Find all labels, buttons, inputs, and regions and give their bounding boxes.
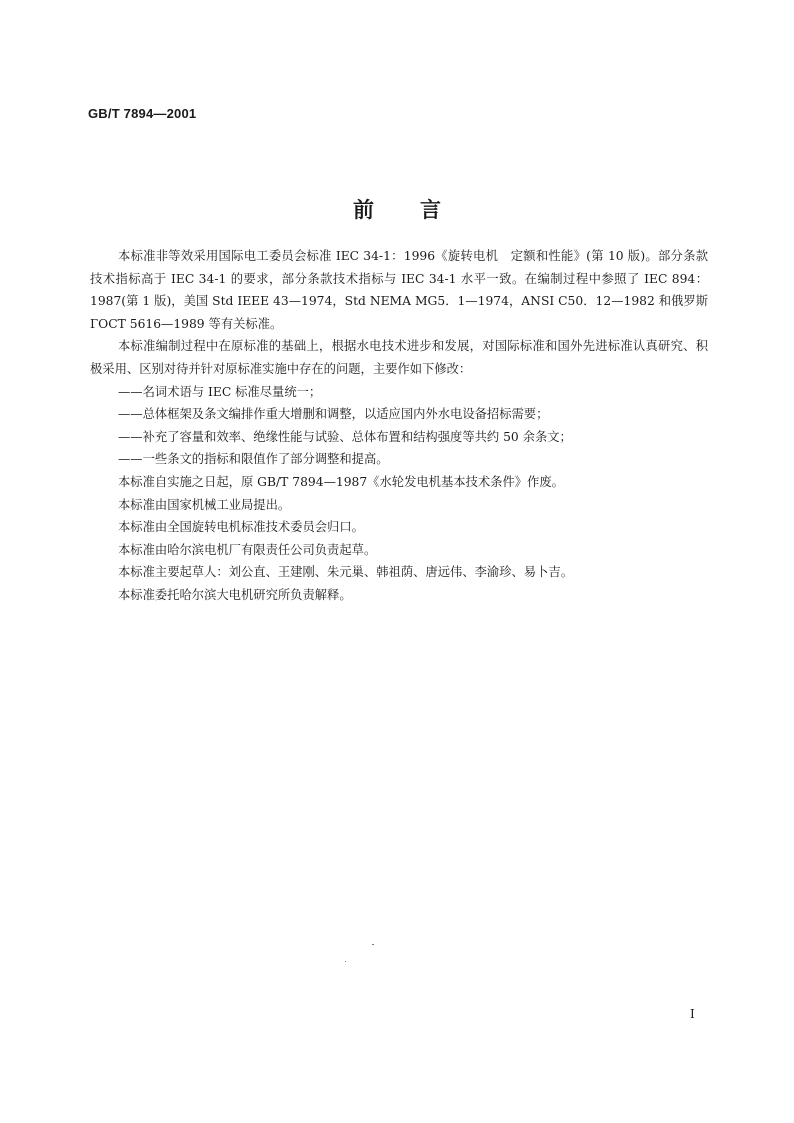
scan-speck <box>372 944 374 945</box>
modification-item: ——补充了容量和效率、绝缘性能与试验、总体布置和结构强度等共约 50 余条文； <box>118 429 572 444</box>
body-text <box>90 245 708 607</box>
paragraph: 本标准编制过程中在原标准的基础上，根据水电技术进步和发展，对国际标准和国外先进标准认真研究、积极采用、区别对待并针对原标准实施中存在的问题，主要作如下修改： <box>90 339 708 376</box>
modification-item: ——总体框架及条文编排作重大增删和调整，以适应国内外水电设备招标需要； <box>118 407 549 422</box>
scan-speck <box>345 961 346 962</box>
modification-item: ——名词术语与 IEC 标准尽量统一； <box>118 384 322 399</box>
standard-code: GB/T 7894—2001 <box>88 106 197 121</box>
statement: 本标准委托哈尔滨大电机研究所负责解释。 <box>118 587 352 602</box>
statement: 本标准自实施之日起，原 GB/T 7894—1987《水轮发电机基本技术条件》作废。 <box>118 474 564 489</box>
page-title: 前言 <box>353 198 487 222</box>
statement: 本标准由国家机械工业局提出。 <box>118 497 291 512</box>
paragraph: 本标准非等效采用国际电工委员会标准 IEC 34-1：1996《旋转电机 定额和性能》(第 10 版)。部分条款技术指标高于 IEC 34-1 的要求，部分条款技术指标与 IEC 34-1 水平一致。在编制过程中参照了 IEC 894：1987(第 1 版)，美国 Std IEEE 43—1974，Std NEMA MG5．1—1974，ANSI C50．12—1982 和俄罗斯 ГОСТ 5616—1989 等有关标准。 <box>90 249 708 331</box>
modification-item: ——一些条文的指标和限值作了部分调整和提高。 <box>118 452 389 467</box>
statement: 本标准由哈尔滨电机厂有限责任公司负责起草。 <box>118 542 377 557</box>
page-number: I <box>690 1007 695 1021</box>
statement: 本标准由全国旋转电机标准技术委员会归口。 <box>118 520 364 535</box>
statement: 本标准主要起草人：刘公直、王建刚、朱元巢、韩祖荫、唐远伟、李渝珍、易卜吉。 <box>118 565 573 580</box>
